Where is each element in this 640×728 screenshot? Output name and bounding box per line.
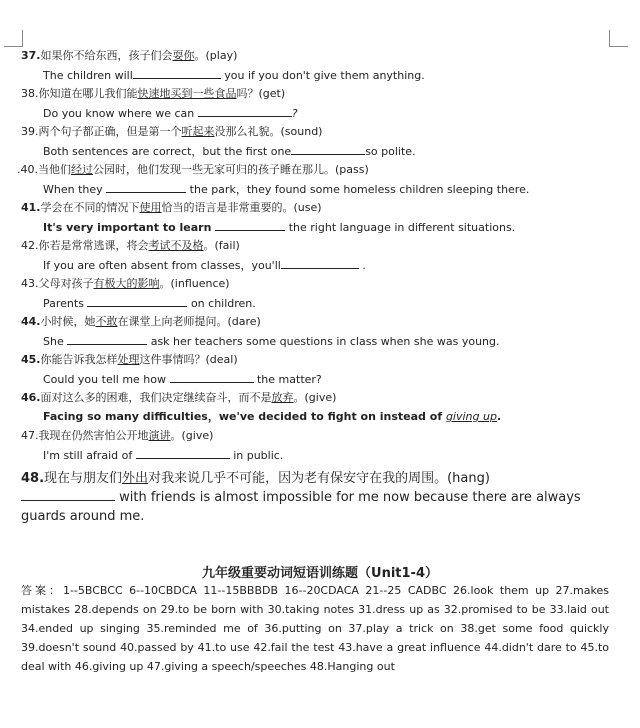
question-40: .40.当他们经过公园时，他们发现一些无家可归的孩子睡在那儿。(pass) xyxy=(17,163,369,176)
answer-blank[interactable] xyxy=(198,106,292,117)
answer-blank[interactable] xyxy=(106,182,186,193)
answer-blank[interactable] xyxy=(215,220,285,231)
sentence-45: Could you tell me how the matter? xyxy=(43,373,322,386)
answer-blank[interactable] xyxy=(67,334,147,345)
sentence-46: Facing so many difficulties，we've decided to fight on instead of giving up. xyxy=(43,410,502,423)
sentence-42: If you are often absent from classes，you'll . xyxy=(43,259,366,272)
sentence-38: Do you know where we can ? xyxy=(43,107,298,120)
corner-mark-left xyxy=(4,30,23,47)
question-47: 47.我现在仍然害怕公开地演讲。(give) xyxy=(21,429,214,442)
answer-blank[interactable] xyxy=(87,296,187,307)
answer-blank[interactable] xyxy=(291,144,365,155)
answer-key: 答案：1--5BCBCC 6--10CBDCA 11--15BBBDB 16--20CDACA 21--25 CADBC 26.look them up 27.makes mistakes 28.depends on 29.to be born with 30.taking notes 31.dress up as 32.promised to be 33.laid out 34.ended up singing 35.reminded me of 36.putting on 37.play a trick on 38.get some food quickly 39.doesn't sound 40.passed by 41.to use 42.fail the test 43.have a great influence 44.didn't dare to 45.to deal with 46.giving up 47.giving a speech/speeches 48.Hanging out xyxy=(21,584,609,673)
question-37: 37.如果你不给东西，孩子们会耍你。(play) xyxy=(21,49,238,62)
question-43: 43.父母对孩子有极大的影响。(influence) xyxy=(21,277,230,290)
question-48: 48.现在与朋友们外出对我来说几乎不可能，因为老有保安守在我的周围。(hang) xyxy=(21,471,490,486)
corner-mark-right xyxy=(609,30,628,47)
question-44: 44.小时候，她不敢在课堂上向老师提问。(dare) xyxy=(21,315,261,328)
question-39: 39.两个句子都正确，但是第一个听起来没那么礼貌。(sound) xyxy=(21,125,323,138)
sentence-43: Parents on children. xyxy=(43,297,256,310)
exercise-list xyxy=(17,49,616,526)
sentence-39: Both sentences are correct，but the first one so polite. xyxy=(43,145,416,158)
question-41: 41.学会在不同的情况下使用恰当的语言是非常重要的。(use) xyxy=(21,201,322,214)
sentence-47: I'm still afraid of in public. xyxy=(43,449,284,462)
answer-blank[interactable] xyxy=(133,68,221,79)
answer-blank[interactable] xyxy=(136,448,230,459)
question-46: 46.面对这么多的困难，我们决定继续奋斗，而不是放弃。(give) xyxy=(21,391,337,404)
answer-section-title: 九年级重要动词短语训练题（Unit1-4） xyxy=(202,566,438,581)
question-42: 42.你若是常常逃课，将会考试不及格。(fail) xyxy=(21,239,240,252)
question-38: 38.你知道在哪儿我们能快速地买到一些食品吗？(get) xyxy=(21,87,286,100)
answer-blank[interactable] xyxy=(21,488,115,501)
answer-blank[interactable] xyxy=(170,372,254,383)
sentence-40: When they the park，they found some homeless children sleeping there. xyxy=(43,183,530,196)
sentence-37: The children will you if you don't give them anything. xyxy=(43,69,425,82)
sentence-44: She ask her teachers some questions in class when she was young. xyxy=(43,335,500,348)
answer-blank[interactable] xyxy=(281,258,359,269)
question-45: 45.你能告诉我怎样处理这件事情吗？(deal) xyxy=(21,353,238,366)
sentence-41: It's very important to learn the right language in different situations. xyxy=(43,221,516,234)
sentence-48: with friends is almost impossible for me now because there are always guards around me. xyxy=(21,490,581,524)
